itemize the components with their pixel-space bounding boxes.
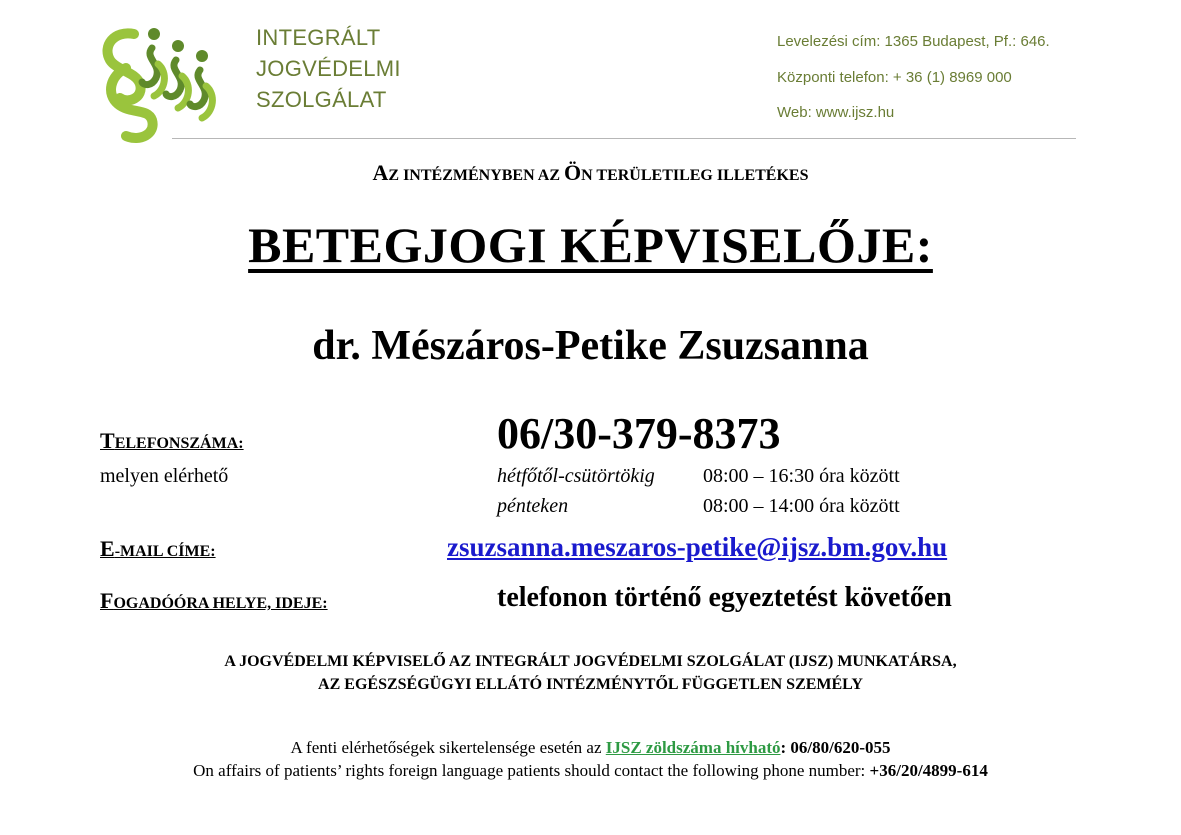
org-name (256, 22, 401, 115)
contact-block (777, 24, 1050, 131)
intro-cap-2: Ö (564, 160, 582, 185)
office-hours-value: telefonon történő egyeztetést követően (497, 582, 952, 613)
independence-notice (0, 650, 1181, 696)
foreign-language-phone: +36/20/4899-614 (869, 761, 988, 780)
ijsz-logo-icon (96, 24, 236, 144)
representative-name: dr. Mészáros-Petike Zsuzsanna (312, 323, 869, 369)
header-divider (172, 138, 1076, 139)
intro-cap-1: A (372, 160, 389, 185)
website[interactable]: Web: www.ijsz.hu (777, 104, 895, 121)
intro-rest-1: Z INTÉZMÉNYBEN AZ (388, 167, 564, 184)
hours-day-2: pénteken (497, 495, 569, 517)
notice-line-1: A JOGVÉDELMI KÉPVISELŐ AZ INTEGRÁLT JOGVÉDELMI SZOLGÁLAT (IJSZ) MUNKATÁRSA, (224, 653, 957, 670)
central-phone: Központi telefon: + 36 (1) 8969 000 (777, 68, 1012, 86)
office-hours-label: FOGADÓÓRA HELYE, IDEJE: (100, 588, 328, 613)
reach-label: melyen elérhető (100, 465, 229, 487)
email-link[interactable]: zsuzsanna.meszaros-petike@ijsz.bm.gov.hu (447, 532, 948, 562)
green-number-link[interactable]: IJSZ zöldszáma hívható (605, 738, 781, 757)
email-label: E-MAIL CÍME: (100, 536, 216, 561)
hours-time-1: 08:00 – 16:30 óra között (703, 465, 900, 487)
intro-line (0, 160, 1181, 186)
footer-line-1-prefix: A fenti elérhetőségek sikertelensége esetén az (290, 738, 606, 757)
intro-rest-2: N TERÜLETILEG ILLETÉKES (581, 167, 809, 184)
mailing-address: Levelezési cím: 1365 Budapest, Pf.: 646. (777, 33, 1050, 50)
footer-line-1 (0, 738, 1181, 758)
footer-line-2-prefix: On affairs of patients’ rights foreign language patients should contact the following phone number: (193, 761, 870, 780)
footer-line-2 (0, 761, 1181, 781)
phone-number[interactable]: 06/30-379-8373 (497, 409, 781, 458)
phone-label: TELEFONSZÁMA: (100, 428, 244, 453)
green-number: : 06/80/620-055 (780, 738, 891, 757)
org-name-line-3: SZOLGÁLAT (256, 87, 387, 112)
notice-line-2: AZ EGÉSZSÉGÜGYI ELLÁTÓ INTÉZMÉNYTŐL FÜGGETLEN SZEMÉLY (318, 676, 863, 693)
headline-text: BETEGJOGI KÉPVISELŐJE: (248, 217, 933, 273)
hours-time-2: 08:00 – 14:00 óra között (703, 495, 900, 517)
headline (0, 216, 1181, 274)
hours-day-1: hétfőtől-csütörtökig (497, 465, 655, 487)
org-name-line-2: JOGVÉDELMI (256, 56, 401, 81)
org-name-line-1: INTEGRÁLT (256, 25, 381, 50)
